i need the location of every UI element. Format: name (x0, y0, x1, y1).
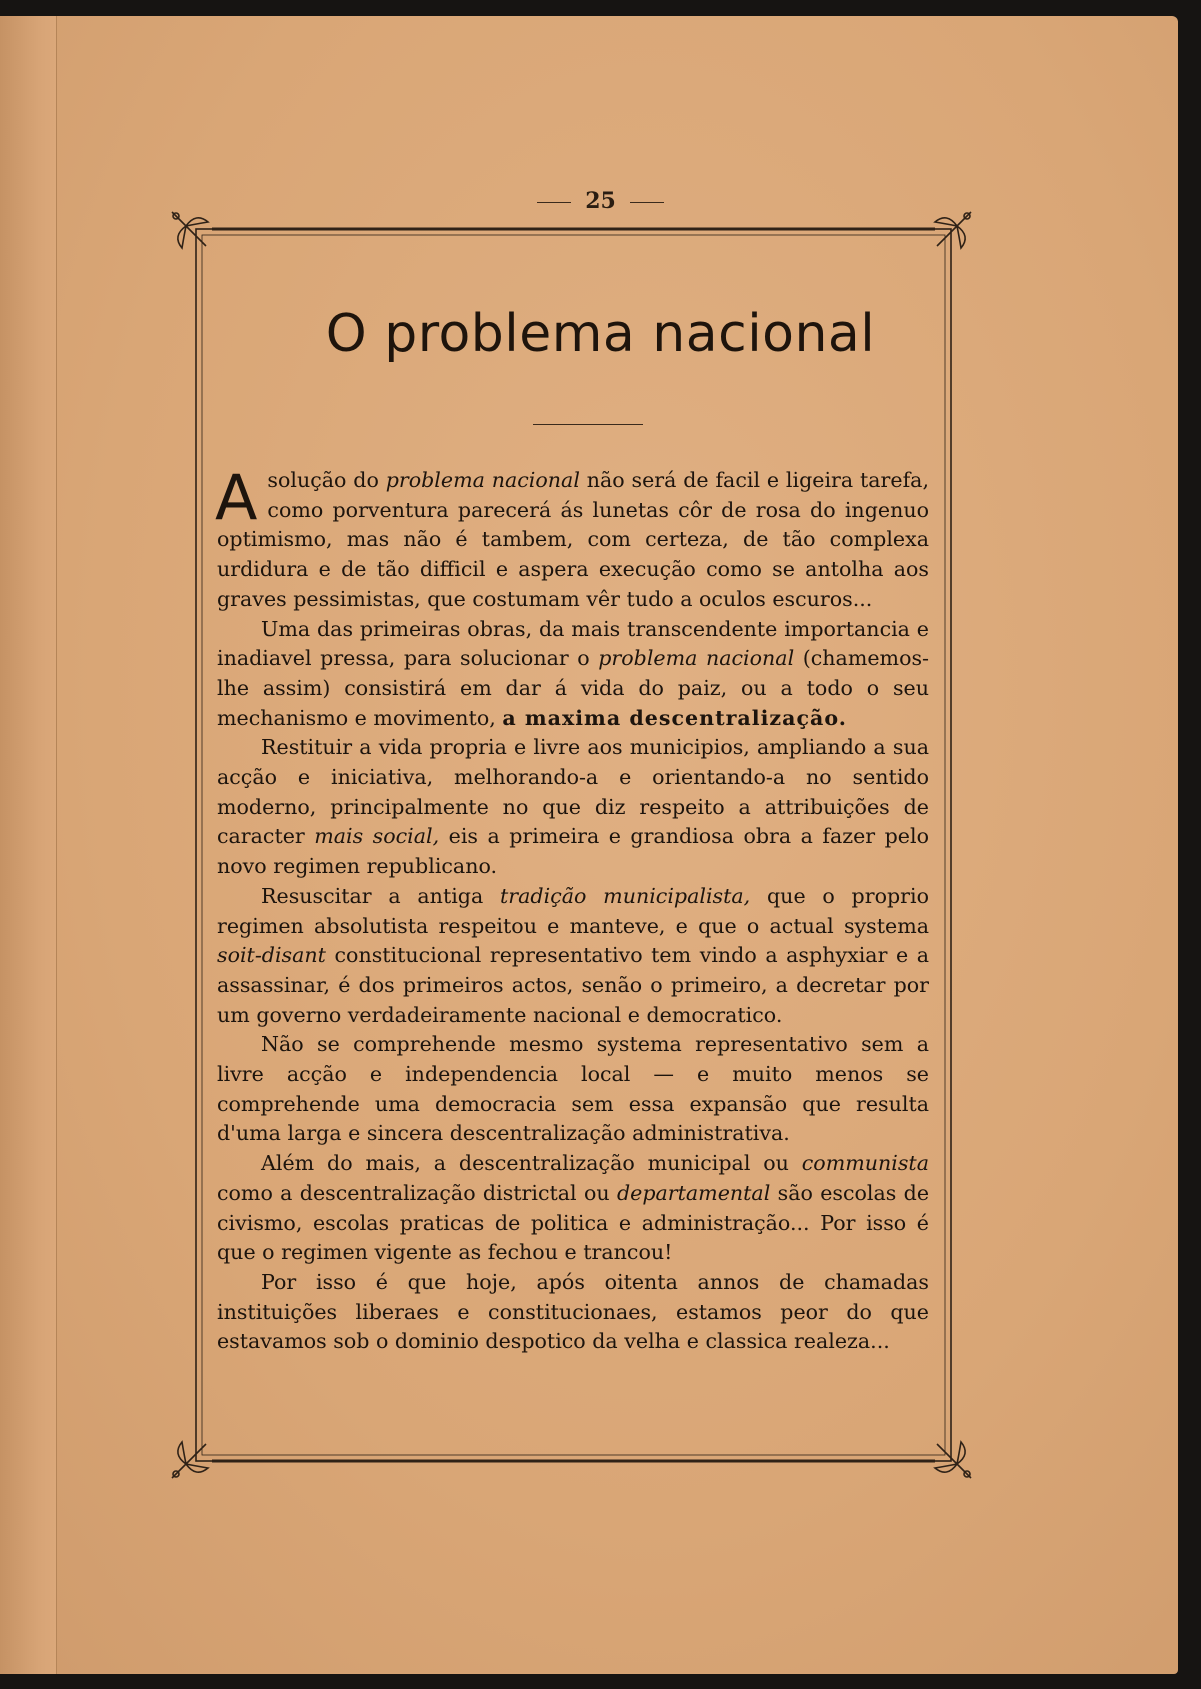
text-run: Resuscitar a antiga (261, 883, 501, 908)
title-divider (533, 424, 643, 425)
italic-text: communista (801, 1151, 929, 1176)
corner-ornament-bottom-left-icon (172, 1442, 208, 1478)
italic-text: tradição municipalista, (500, 883, 751, 908)
paragraph (215, 461, 930, 615)
text-run: Além do mais, a descentralização municipal ou (261, 1151, 802, 1176)
paragraph (217, 882, 929, 1031)
text-run: são escolas de civismo, escolas praticas de politica e administração... Por isso é que o regimen vigente as fechou e trancou! (217, 1180, 930, 1265)
page-number: 25 (585, 188, 616, 214)
text-run: como a descentralização districtal ou (217, 1180, 617, 1205)
paragraph (217, 615, 929, 734)
italic-text: mais social, (314, 824, 440, 849)
text-run: Restituir a vida propria e livre aos municipios, ampliando a sua acção e iniciativa, melhorando-a e orientando-a no sentido moderno, principalmente no que diz respeito a attribuições de caracter (217, 735, 929, 849)
italic-text: soit-disant (217, 943, 326, 968)
text-run: eis a primeira e grandiosa obra a fazer pelo novo regimen republicano. (217, 824, 929, 879)
paragraph (217, 1268, 929, 1357)
paragraph (217, 1149, 929, 1268)
text-run: constitucional representativo tem vindo a asphyxiar e a assassinar, é dos primeiros actos, senão o primeiro, a decretar por um governo verdadeiramente nacional e democratico. (217, 943, 929, 1027)
paragraph (217, 1030, 929, 1149)
italic-text: departamental (616, 1180, 771, 1205)
text-run: não será de facil e ligeira tarefa, como porventura parecerá ás lunetas côr de rosa do ingenuo optimismo, mas não é tambem, com certeza, de tão complexa urdidura e de tão difficil e aspera execução como se antolha aos graves pessimistas, que costumam vêr tudo a oculos escuros... (217, 468, 930, 611)
article-body (215, 461, 930, 1357)
italic-text: problema nacional (598, 646, 795, 671)
drop-cap: A (215, 461, 258, 534)
article-title: O problema nacional (325, 304, 876, 364)
text-run: Uma das primeiras obras, da mais transcendente importancia e inadiavel pressa, para solucionar o (217, 616, 929, 671)
corner-ornament-top-right-icon (935, 212, 971, 248)
corner-ornament-bottom-right-icon (935, 1442, 971, 1478)
text-run: Por isso é que hoje, após oitenta annos de chamadas instituições liberaes e constitucionaes, estamos peor do que estavamos sob o dominio despotico da velha e classica realeza... (217, 1269, 929, 1354)
text-run: Não se comprehende mesmo systema representativo sem a livre acção e independencia local — e muito menos se comprehende uma democracia sem essa expansão que resulta d'uma larga e sincera descentralização administrativa. (217, 1032, 929, 1146)
paragraph (217, 733, 929, 882)
bold-text: a maxima descentralização. (502, 705, 847, 730)
corner-ornament-top-left-icon (172, 212, 208, 248)
text-run: que o proprio regimen absolutista respeitou e manteve, e que o actual systema (217, 883, 929, 938)
text-run: solução do (267, 468, 386, 492)
text-run: (chamemos-lhe assim) consistirá em dar á vida do paiz, ou a todo o seu mechanismo e movimento, (217, 646, 930, 730)
italic-text: problema nacional (385, 468, 580, 492)
